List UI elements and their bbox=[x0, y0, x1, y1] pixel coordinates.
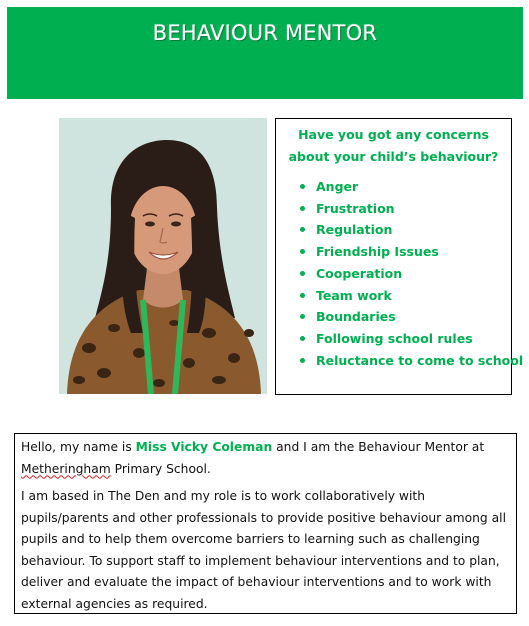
role-description: I am based in The Den and my role is to work collaboratively with pupils/parents and other professionals to provide positive behaviour among all pupils and to help them overcome barriers to learning such as challenging behaviour. To support staff to implement behaviour interventions and to plan, deliver and evaluate the impact of behaviour interventions and to work with external agencies as required. bbox=[21, 489, 507, 611]
list-item: Following school rules bbox=[300, 328, 511, 350]
list-item: Anger bbox=[300, 176, 511, 198]
intro-school-suffix: Primary School. bbox=[110, 461, 211, 476]
list-item: Reluctance to come to school bbox=[300, 350, 511, 372]
mentor-name: Miss Vicky Coleman bbox=[135, 440, 273, 454]
list-item: Boundaries bbox=[300, 306, 511, 328]
list-item: Friendship Issues bbox=[300, 241, 511, 263]
intro-role: and I am the Behaviour Mentor at bbox=[272, 440, 485, 454]
list-item: Regulation bbox=[300, 219, 511, 241]
mentor-photo bbox=[59, 118, 267, 394]
intro-paragraph bbox=[21, 437, 510, 480]
concerns-box bbox=[275, 118, 524, 395]
header-banner bbox=[7, 7, 523, 99]
list-item: Frustration bbox=[300, 198, 511, 220]
list-item: Team work bbox=[300, 285, 511, 307]
list-item: Cooperation bbox=[300, 263, 511, 285]
concerns-list bbox=[276, 176, 524, 371]
concerns-heading: Have you got any concerns about your child’s behaviour? bbox=[288, 127, 499, 164]
school-name: Metheringham bbox=[21, 461, 111, 476]
intro-box bbox=[14, 433, 517, 614]
intro-greeting: Hello, my name is bbox=[21, 440, 136, 454]
page-title: BEHAVIOUR MENTOR bbox=[152, 21, 378, 45]
